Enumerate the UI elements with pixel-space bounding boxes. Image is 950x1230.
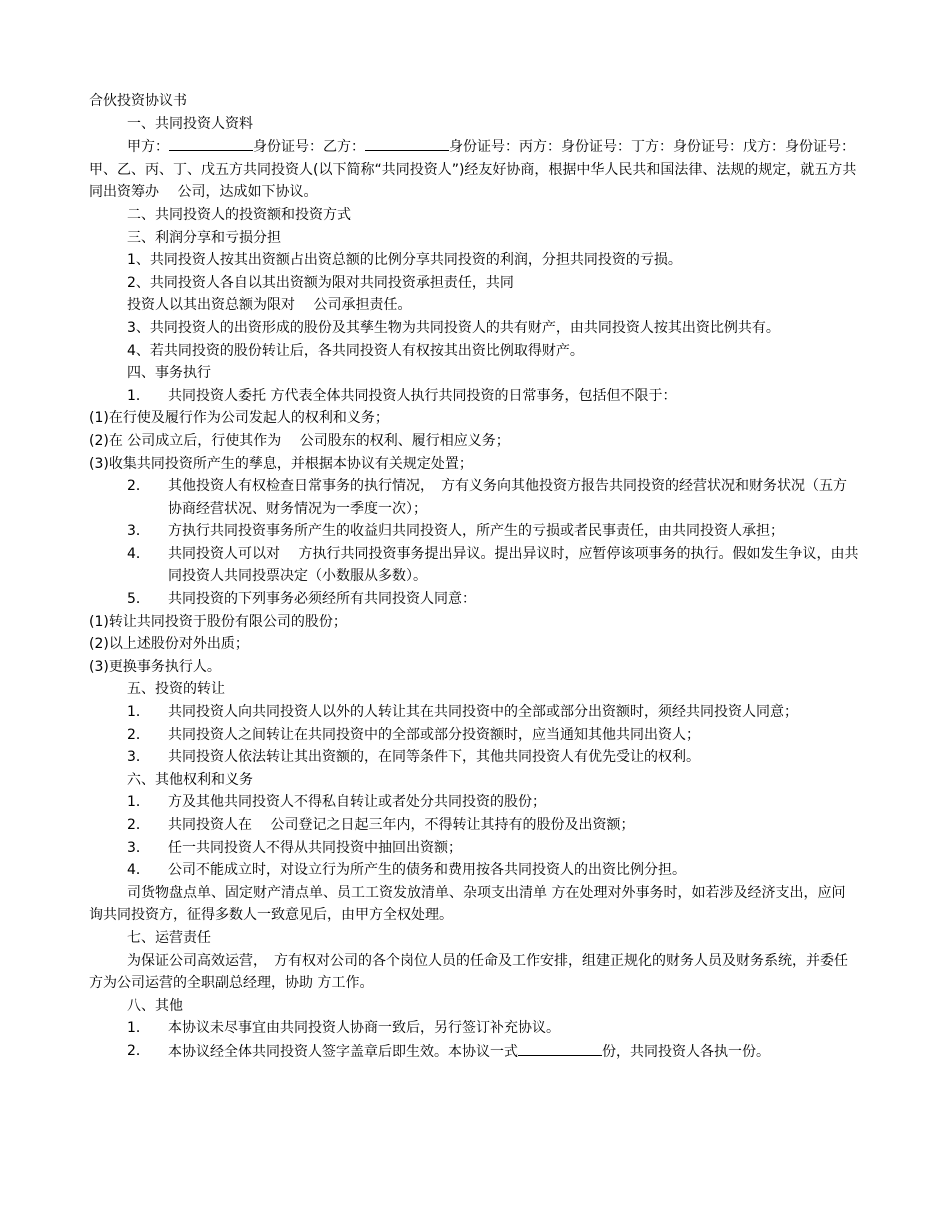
section-heading-2: 二、共同投资人的投资额和投资方式 <box>127 206 351 223</box>
clause-6-2: 2． 共同投资人在 公司登记之日起三年内，不得转让其持有的股份及出资额； <box>127 817 635 833</box>
section-heading-7: 七、运营责任 <box>127 929 211 946</box>
section-heading-3: 三、利润分享和亏损分担 <box>127 229 281 246</box>
clause-6-1: 1． 方及其他共同投资人不得私自转让或者处分共同投资的股份； <box>127 794 546 811</box>
section-heading-5: 五、投资的转让 <box>127 681 225 698</box>
clause-3-2-cont: 投资人以其出资总额为限对 公司承担责任。 <box>127 297 412 314</box>
document-body <box>89 90 859 1064</box>
clause-4-5-b: (2)以上述股份对外出质； <box>89 636 249 653</box>
clause-4-1: 1． 共同投资人委托 方代表全体共同投资人执行共同投资的日常事务，包括但不限于： <box>127 387 677 404</box>
clause-8-2: 2． 本协议经全体共同投资人签字盖章后即生效。本协议一式 份，共同投资人各执一份。 <box>89 1040 859 1064</box>
section-heading-8: 八、其他 <box>127 997 183 1014</box>
clause-4-3: 3． 方执行共同投资事务所产生的收益归共同投资人，所产生的亏损或者民事责任，由共同投资人承担； <box>127 523 784 540</box>
clause-6-4: 4． 公司不能成立时，对设立行为所产生的债务和费用按各共同投资人的出资比例分担。 <box>127 862 686 879</box>
clause-5-1: 1． 共同投资人向共同投资人以外的人转让其在共同投资中的全部或部分出资额时，须经共同投资人同意； <box>127 704 798 721</box>
clause-6-extra: 司货物盘点单、固定财产清点单、员工工资发放清单、杂项支出清单 方在处理对外事务时，如若涉及经济支出，应问询共同投资方，征得多数人一致意见后，由甲方全权处理。 <box>89 884 846 924</box>
document-title: 合伙投资协议书 <box>89 93 187 109</box>
blank-line <box>518 1040 602 1056</box>
blank-line <box>169 135 253 151</box>
clause-4-5: 5． 共同投资的下列事务必须经所有共同投资人同意： <box>127 591 476 608</box>
clause-4-1-b: (2)在 公司成立后，行使其作为 公司股东的权利、履行相应义务； <box>89 432 510 449</box>
clause-3-1: 1、共同投资人按其出资额占出资总额的比例分享共同投资的利润，分担共同投资的亏损。 <box>127 252 682 269</box>
clause-3-2: 2、共同投资人各自以其出资额为限对共同投资承担责任，共同 <box>127 274 514 291</box>
section-heading-1: 一、共同投资人资料 <box>127 115 253 132</box>
clause-4-5-a: (1)转让共同投资于股份有限公司的股份； <box>89 613 347 630</box>
clause-7-text: 为保证公司高效运营， 方有权对公司的各个岗位人员的任命及工作安排，组建正规化的财务人员及财务系统，并委任 方为公司运营的全职副总经理，协助 方工作。 <box>89 952 853 992</box>
clause-5-2: 2． 共同投资人之间转让在共同投资中的全部或部分投资额时，应当通知其他共同出资人； <box>127 726 700 743</box>
clause-6-3: 3． 任一共同投资人不得从共同投资中抽回出资额； <box>127 839 462 856</box>
clause-4-4: 4． 共同投资人可以对 方执行共同投资事务提出异议。提出异议时，应暂停该项事务的执行。假如发生争议，由共同投资人共同投票决定（小数服从多数）。 <box>127 545 859 585</box>
blank-line <box>365 135 449 151</box>
clause-3-4: 4、若共同投资的股份转让后，各共同投资人有权按其出资比例取得财产。 <box>127 342 584 359</box>
clause-4-2: 2． 其他投资人有权检查日常事务的执行情况， 方有义务向其他投资方报告共同投资的经营状况和财务状况（五方协商经营状况、财务情况为一季度一次）； <box>127 478 847 517</box>
clause-8-1: 1． 本协议未尽事宜由共同投资人协商一致后，另行签订补充协议。 <box>127 1020 560 1037</box>
clause-3-3: 3、共同投资人的出资形成的股份及其孳生物为共同投资人的共有财产，由共同投资人按其出资比例共有。 <box>127 319 780 336</box>
clause-4-1-c: (3)收集共同投资所产生的孳息，并根据本协议有关规定处置； <box>89 455 473 472</box>
section-heading-4: 四、事务执行 <box>127 365 211 382</box>
clause-4-1-a: (1)在行使及履行作为公司发起人的权利和义务； <box>89 410 389 427</box>
clause-4-5-c: (3)更换事务执行人。 <box>89 658 221 675</box>
paragraph-parties: 甲方： 身份证号：乙方： 身份证号：丙方：身份证号：丁方：身份证号：戊方：身份证号：甲、乙、丙、丁、戊五方共同投资人(以下简称“共同投资人”)经友好协商，根据中华人民共和国法律、法规的规定，就五方共同出资筹办 公司，达成如下协议。 <box>89 135 859 204</box>
section-heading-6: 六、其他权利和义务 <box>127 771 253 788</box>
clause-5-3: 3． 共同投资人依法转让其出资额的，在同等条件下，其他共同投资人有优先受让的权利。 <box>127 749 700 766</box>
